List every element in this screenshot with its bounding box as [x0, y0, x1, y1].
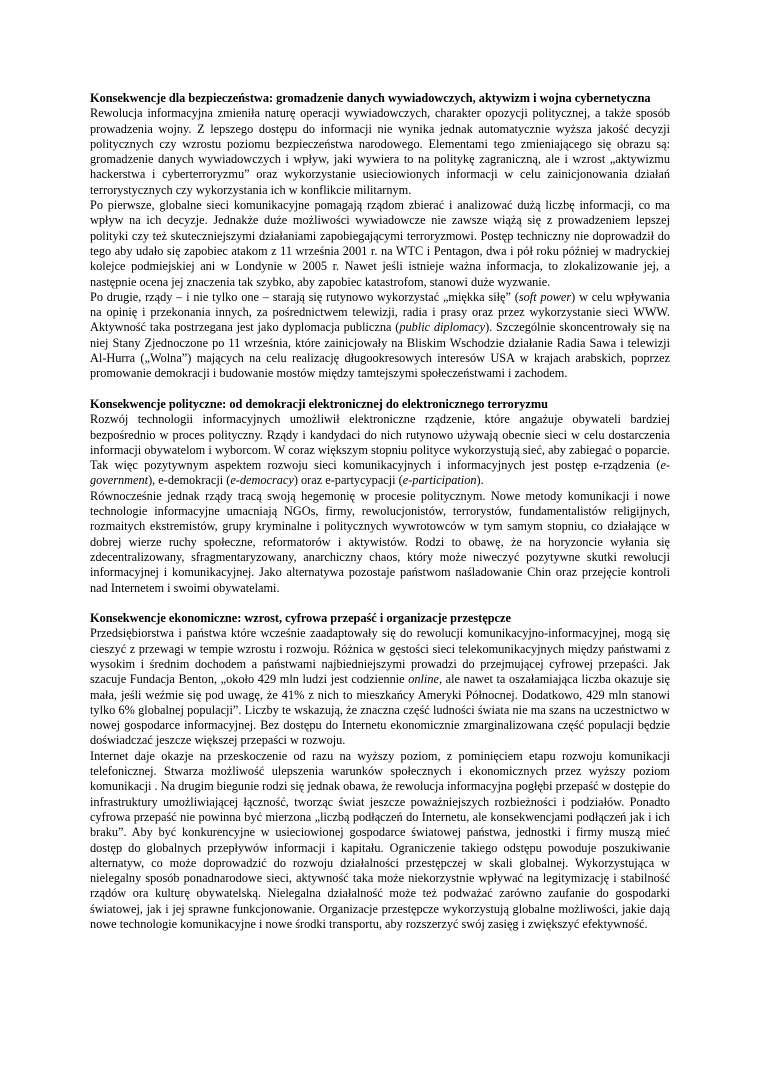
italic-term: soft power	[518, 289, 572, 304]
italic-term: online	[408, 672, 439, 687]
text-run: Po drugie, rządy – i nie tylko one – starają się rutynowo wykorzystać „miękka siłę” (	[90, 289, 519, 304]
text-run: Internet daje okazje na przeskoczenie od razu na wyższy poziom, z pominięciem etapu rozwoju komunikacji telefonicznej. Stwarza możliwość ulepszenia warunków społecznych i ekonomicznych przez wyższy poziom komunikacji . Na drugim biegunie rodzi się jednak obawa, że rewolucja informacyjna pogłębi przepaść w dostępie do infrastruktury umożliwiającej łączność, tworząc świat jeszcze poważniejszych rozbieżności i podziałów. Ponadto cyfrowa przepaść nie powinna być mierzona „liczbą podłączeń do Internetu, ale konsekwencjami podłączeń jak i ich braku”. Aby być konkurencyjne w usieciowionej gospodarce światowej państwa, jednostki i firmy muszą mieć dostęp do globalnych przepływów informacji i kapitału. Ograniczenie takiego odstępu powoduje poszukiwanie alternatyw, co może doprowadzić do rozwoju działalności przestępczej w skali globalnej. Wykorzystująca w nielegalny sposób ponadnarodowe sieci, aktywność taka może niekorzystnie wpływać na legitymizację i stabilność rządów ora kulturę obywatelską. Nielegalna działalność może też podważać zarówno zaufanie do gospodarki światowej, jak i jej sprawne funkcjonowanie. Organizacje przestępcze wykorzystują globalne możliwości, jakie dają nowe technologie komunikacyjne i nowe środki transportu, aby rozszerzyć swój zasięg i zwiększyć efektywność.	[90, 748, 670, 932]
text-run: Przedsiębiorstwa i państwa które wcześnie zaadaptowały się do rewolucji komunikacyjno-informacyjnej, mogą się cieszyć z przewagi w tempie wzrostu i rozwoju. Różnica w gęstości sieci telekomunikacyjnych między państwami z wysokim i średnim dochodem a państwami najbiedniejszymi prowadzi do przejmującej cyfrowej przepaści. Jak szacuje Fundacja Benton, „około 429 mln ludzi jest codziennie	[90, 626, 670, 687]
section-political	[90, 397, 670, 596]
paragraph	[90, 412, 670, 488]
text-run: ), e-demokracji (	[148, 473, 231, 488]
text-run: Rozwój technologii informacyjnych umożliwił elektroniczne rządzenie, które angażuje obywateli bardziej bezpośrednio w proces polityczny. Rządy i kandydaci do nich rutynowo używają obecnie sieci w celu dostarczenia informacji obywatelom i wyborcom. W coraz większym stopniu polityce wykorzystują sieć, aby zabiegać o poparcie. Tak więc pozytywnym aspektem rozwoju sieci komunikacyjnych i informacyjnych jest postęp e-rządzenia (	[90, 412, 670, 473]
italic-term: public diplomacy	[399, 320, 486, 335]
section-economic	[90, 611, 670, 932]
text-run: ).	[476, 473, 484, 488]
paragraph	[90, 198, 670, 290]
italic-term: e-government	[90, 458, 670, 488]
italic-term: e-participation	[402, 473, 477, 488]
section-heading: Konsekwencje polityczne: od demokracji elektronicznej do elektronicznego terroryzmu	[90, 396, 548, 411]
paragraph	[90, 749, 670, 933]
text-run: Równocześnie jednak rządy tracą swoją hegemonię w procesie politycznym. Nowe metody komunikacji i nowe technologie informacyjne umacniają NGOs, firmy, rewolucjonistów, terrorystów, fundamentalistów religijnych, rozmaitych ekstremistów, grupy kryminalne i politycznych wywrotowców w tym samym stopniu, co działające w dobrej wierze ruchy społeczne, reformatorów i aktywistów. Rodzi to obawę, że na horyzoncie wyłania się zdecentralizowany, sfragmentaryzowany, anarchiczny chaos, który może niweczyć pozytywne skutki rewolucji informacyjnej i komunikacyjnej. Jako alternatywa pozostaje państwom naśladowanie Chin oraz przejęcie kontroli nad Internetem i swoimi obywatelami.	[90, 488, 670, 595]
section-heading: Konsekwencje ekonomiczne: wzrost, cyfrowa przepaść i organizacje przestępcze	[90, 611, 511, 626]
text-run: Rewolucja informacyjna zmieniła naturę operacji wywiadowczych, charakter opozycji politycznej, a także sposób prowadzenia wojny. Z lepszego dostępu do informacji nie wynika jednak automatycznie wyższa jakość decyzji politycznych czy wzrostu poziomu bezpieczeństwa narodowego. Elementami tego zmieniającego się obrazu są: gromadzenie danych wywiadowczych i wpływ, jaki wywiera to na politykę zagraniczną, ale i wzrost „aktywizmu hackerstwa i cyberterroryzmu” oraz wykorzystanie usieciowionych informacji w celu zainicjonowania działań terrorystycznych czy wykorzystania ich w konflikcie militarnym.	[90, 106, 670, 197]
paragraph	[90, 626, 670, 748]
paragraph	[90, 290, 670, 382]
section-security	[90, 91, 670, 382]
text-run: Po pierwsze, globalne sieci komunikacyjne pomagają rządom zbierać i analizować dużą liczbę informacji, co ma wpływ na ich decyzje. Jednakże duże możliwości wywiadowcze nie zawsze wiążą się z prowadzeniem lepszej polityki czy też skuteczniejszymi działaniami zapobiegającymi terroryzmowi. Postęp techniczny nie doprowadził do tego aby udało się zapobiec atakom z 11 września 2001 r. na WTC i Pentagon, dwa i pół roku później w madryckiej kolejce podmiejskiej ani w Londynie w 2005 r. Nawet jeśli istnieje ważna informacja, to zlokalizowanie jej, a następnie ocena jej znaczenia tak szybko, aby zapobiec katastrofom, stanowi duże wyzwanie.	[90, 198, 670, 289]
text-run: ) w celu wpływania na opinię i przekonania innych, za pośrednictwem telewizji, radia i prasy oraz przez wykorzystanie sieci WWW. Aktywność taka postrzegana jest jako dyplomacja publiczna (	[90, 289, 670, 335]
italic-term: e-democracy	[230, 473, 294, 488]
text-run: ) oraz e-partycypacji (	[293, 473, 403, 488]
paragraph	[90, 106, 670, 198]
text-run: ). Szczególnie skoncentrowały się na niej Stany Zjednoczone po 11 września, które zainicjowały na Bliskim Wschodzie działanie Radia Sawa i telewizji Al-Hurra („Wolna”) mających na celu realizację długookresowych interesów USA w krajach arabskich, poprzez promowanie demokracji i budowanie mostów między tamtejszymi społeczeństwami i zachodem.	[90, 320, 670, 381]
section-heading: Konsekwencje dla bezpieczeństwa: gromadzenie danych wywiadowczych, aktywizm i wojna cybernetyczna	[90, 91, 651, 105]
text-run: , ale nawet ta oszałamiająca liczba okazuje się mała, jeśli weźmie się pod uwagę, że 41% z nich to mieszkańcy Ameryki Północnej. Dodatkowo, 429 mln stanowi tylko 6% globalnej populacji”. Liczby te wskazują, że znaczna część ludności świata nie ma szans na uczestnictwo w nowej gospodarce informacyjnej. Bez dostępu do Internetu ekonomicznie zmarginalizowana część populacji będzie doświadczać jeszcze większej przepaści w rozwoju.	[90, 672, 670, 748]
paragraph	[90, 489, 670, 596]
